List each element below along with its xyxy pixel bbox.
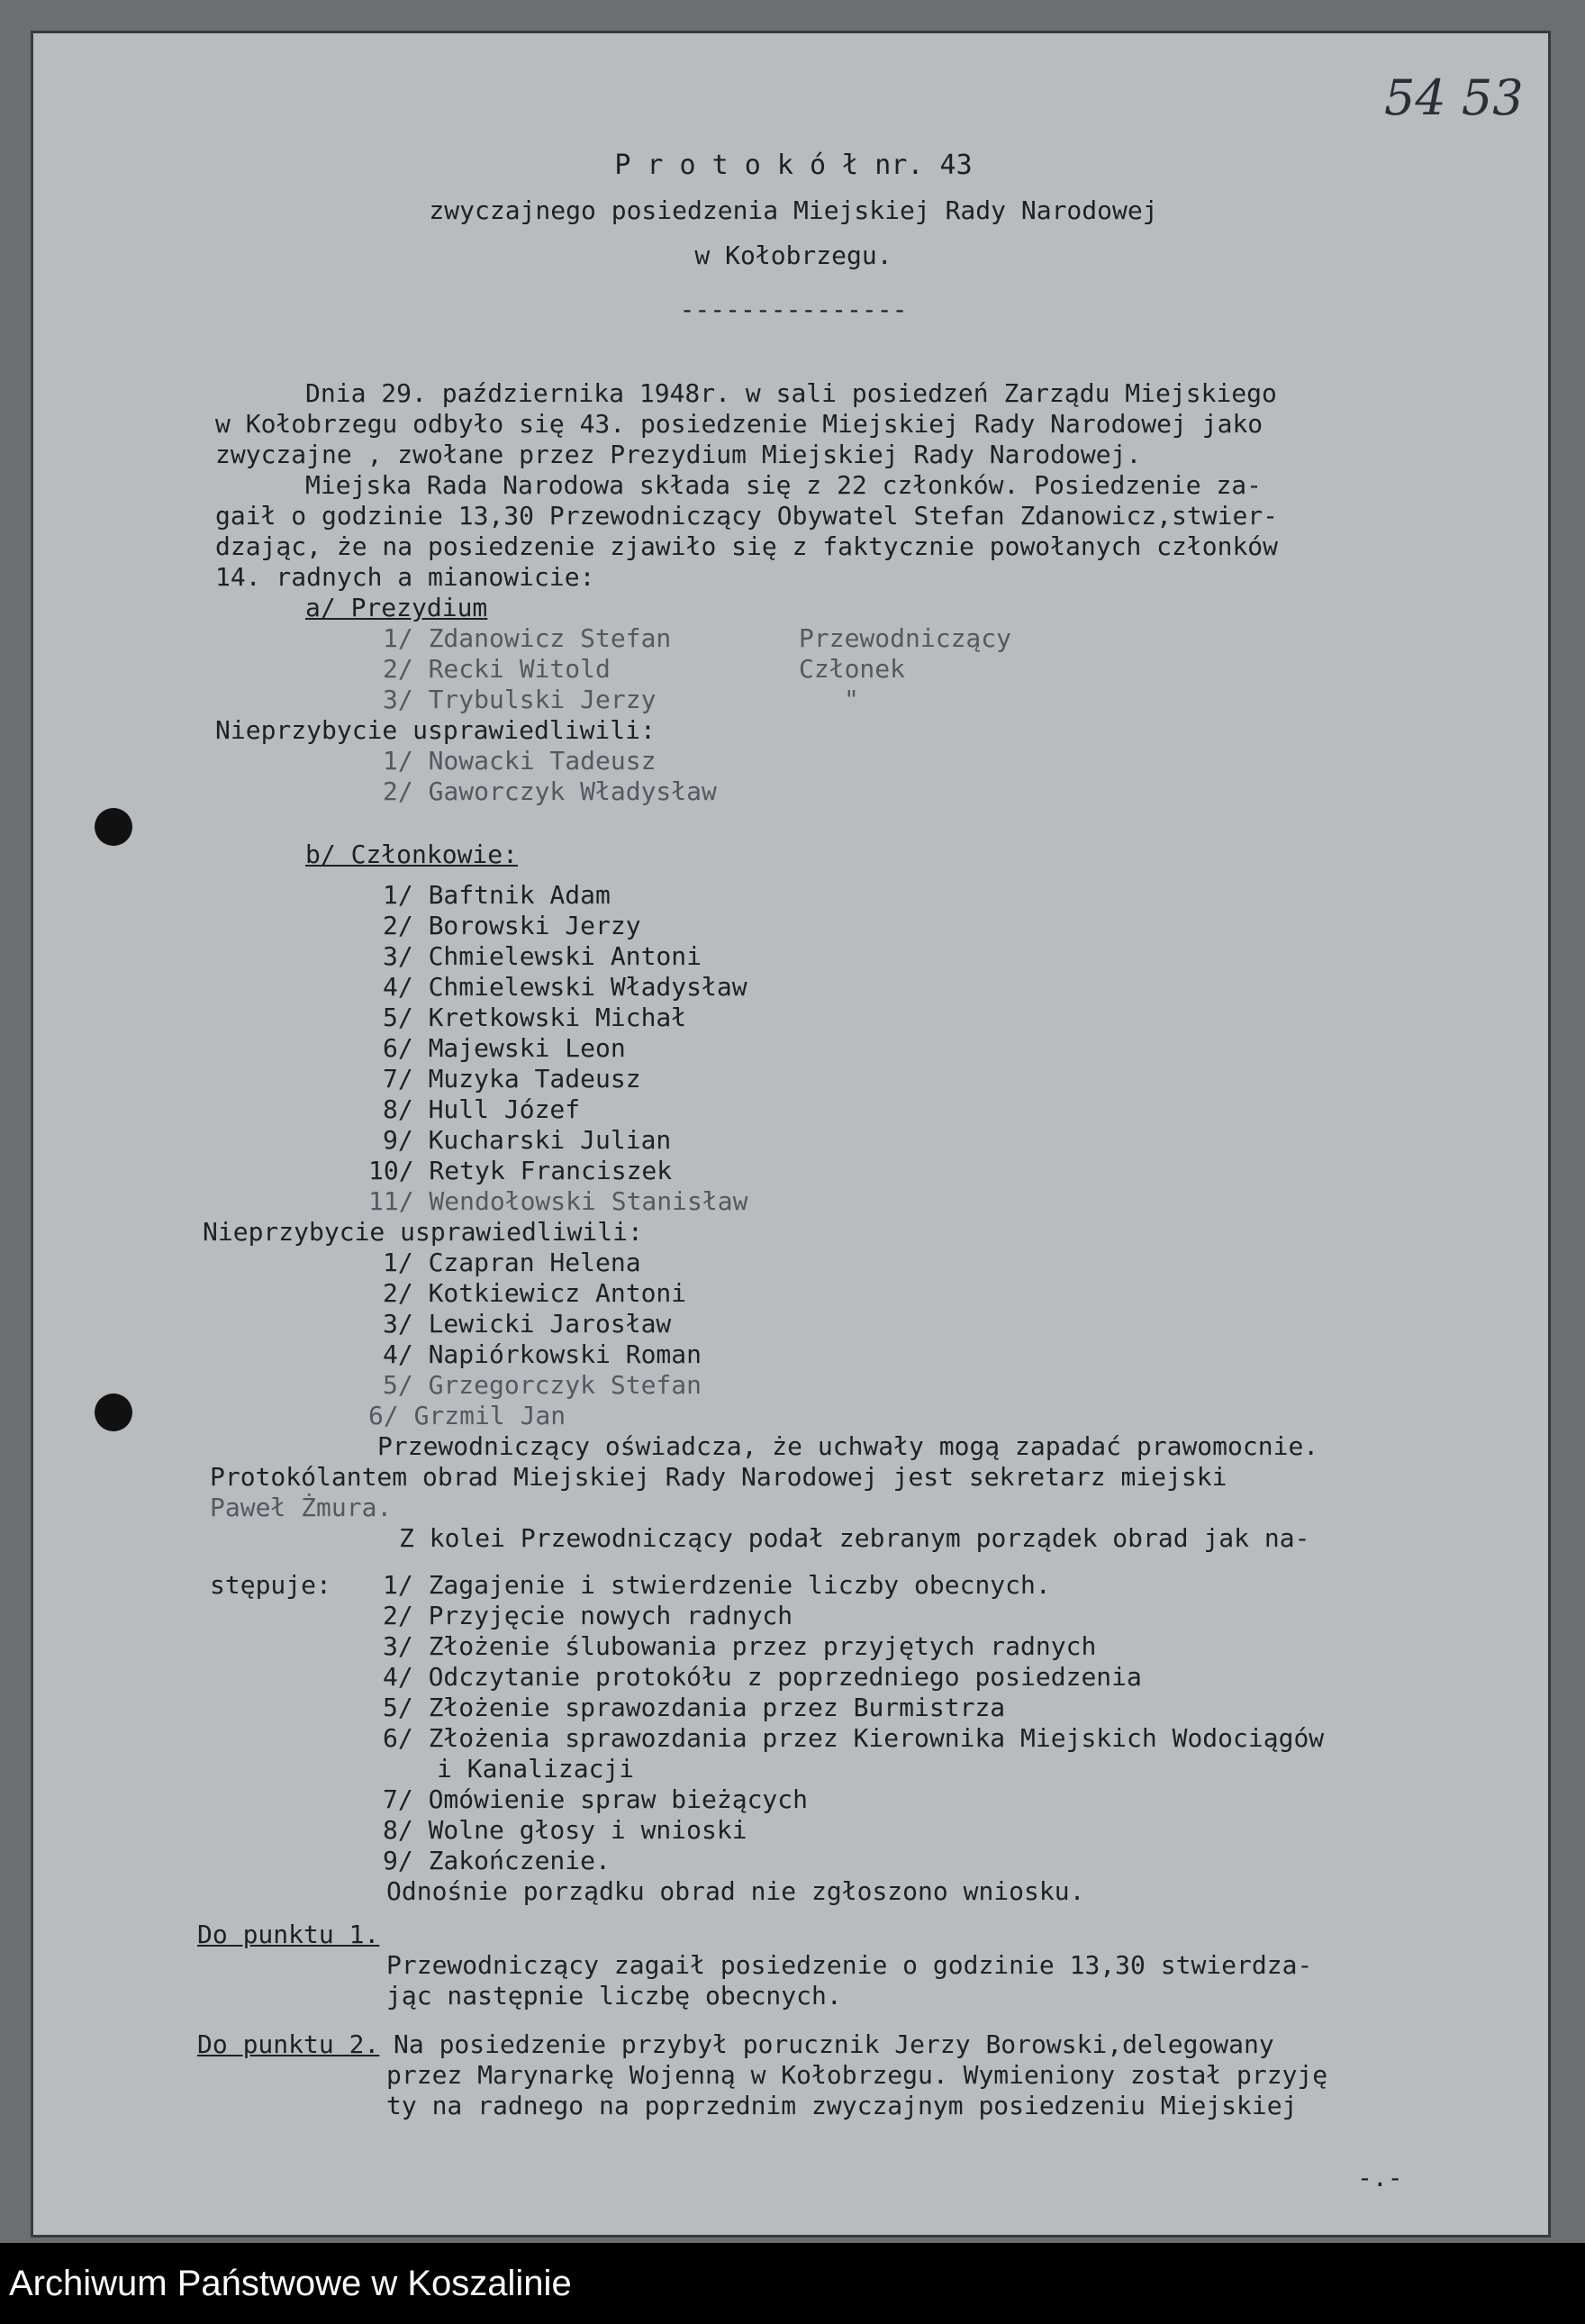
member-3: 3/ Chmielewski Antoni bbox=[383, 941, 702, 971]
document-title: P r o t o k ó ł nr. 43 bbox=[614, 150, 973, 181]
archive-footer: Archiwum Państwowe w Koszalinie bbox=[0, 2243, 1585, 2324]
agenda-item-5: 5/ Złożenie sprawozdania przez Burmistrza bbox=[383, 1693, 1006, 1722]
excused-2-item-2: 2/ Kotkiewicz Antoni bbox=[383, 1278, 687, 1308]
punch-hole-top bbox=[95, 808, 132, 846]
quorum-line-1: Przewodniczący oświadcza, że uchwały mogą zapadać prawomocnie. bbox=[377, 1431, 1319, 1461]
presidium-name-3: 3/ Trybulski Jerzy bbox=[383, 685, 657, 714]
point2-line-2: przez Marynarkę Wojenną w Kołobrzegu. Wymieniony został przyję bbox=[386, 2060, 1328, 2090]
excused-heading-2: Nieprzybycie usprawiedliwili: bbox=[203, 1217, 643, 1247]
punch-hole-bottom bbox=[95, 1393, 132, 1431]
document-sheet bbox=[31, 31, 1551, 2238]
agenda-item-4: 4/ Odczytanie protokółu z poprzedniego posiedzenia bbox=[383, 1662, 1142, 1692]
intro-line-1: Dnia 29. października 1948r. w sali posiedzeń Zarządu Miejskiego bbox=[305, 378, 1277, 408]
intro-line-2: w Kołobrzegu odbyło się 43. posiedzenie Miejskiej Rady Narodowej jako bbox=[215, 409, 1263, 439]
member-1: 1/ Baftnik Adam bbox=[383, 880, 611, 910]
quorum-line-3: Paweł Żmura. bbox=[210, 1493, 393, 1522]
member-8: 8/ Hull Józef bbox=[383, 1094, 581, 1124]
agenda-note: Odnośnie porządku obrad nie zgłoszono wniosku. bbox=[386, 1876, 1085, 1906]
agenda-item-9: 9/ Zakończenie. bbox=[383, 1846, 611, 1875]
presidium-heading: a/ Prezydium bbox=[305, 593, 488, 622]
excused-2-item-5: 5/ Grzegorczyk Stefan bbox=[383, 1370, 702, 1400]
presidium-role-1: Przewodniczący bbox=[799, 623, 1012, 653]
agenda-item-3: 3/ Złożenie ślubowania przez przyjętych radnych bbox=[383, 1631, 1097, 1661]
document-subtitle-2: w Kołobrzegu. bbox=[694, 241, 892, 270]
agenda-item-7: 7/ Omówienie spraw bieżących bbox=[383, 1784, 809, 1814]
member-4: 4/ Chmielewski Władysław bbox=[383, 972, 747, 1002]
page-number: 54 53 bbox=[1384, 69, 1524, 126]
intro-line-4: Miejska Rada Narodowa składa się z 22 członków. Posiedzenie za- bbox=[305, 470, 1263, 500]
presidium-name-2: 2/ Recki Witold bbox=[383, 654, 611, 684]
point1-line-1: Przewodniczący zagaił posiedzenie o godzinie 13,30 stwierdza- bbox=[386, 1950, 1313, 1980]
point2-line-1: Na posiedzenie przybył porucznik Jerzy Borowski,delegowany bbox=[394, 2029, 1274, 2059]
intro-line-6: dzając, że na posiedzenie zjawiło się z faktycznie powołanych członków bbox=[215, 531, 1279, 561]
member-10: 10/ Retyk Franciszek bbox=[368, 1156, 673, 1185]
excused-1-item-1: 1/ Nowacki Tadeusz bbox=[383, 746, 657, 776]
member-7: 7/ Muzyka Tadeusz bbox=[383, 1064, 641, 1094]
member-5: 5/ Kretkowski Michał bbox=[383, 1003, 687, 1032]
presidium-name-1: 1/ Zdanowicz Stefan bbox=[383, 623, 672, 653]
excused-2-item-1: 1/ Czapran Helena bbox=[383, 1248, 641, 1277]
agenda-item-6-cont: i Kanalizacji bbox=[437, 1754, 635, 1784]
agenda-label: stępuje: bbox=[210, 1570, 331, 1600]
members-heading: b/ Członkowie: bbox=[305, 840, 519, 869]
member-9: 9/ Kucharski Julian bbox=[383, 1125, 672, 1155]
agenda-item-6: 6/ Złożenia sprawozdania przez Kierownika Miejskich Wodociągów bbox=[383, 1723, 1325, 1753]
agenda-item-8: 8/ Wolne głosy i wnioski bbox=[383, 1815, 747, 1845]
intro-line-5: gaił o godzinie 13,30 Przewodniczący Obywatel Stefan Zdanowicz,stwier- bbox=[215, 501, 1279, 531]
agenda-item-2: 2/ Przyjęcie nowych radnych bbox=[383, 1601, 793, 1630]
intro-line-7: 14. radnych a mianowicie: bbox=[215, 562, 595, 592]
excused-2-item-3: 3/ Lewicki Jarosław bbox=[383, 1309, 672, 1339]
document-subtitle-1: zwyczajnego posiedzenia Miejskiej Rady Narodowej bbox=[429, 195, 1158, 225]
quorum-line-2: Protokólantem obrad Miejskiej Rady Narodowej jest sekretarz miejski bbox=[210, 1462, 1227, 1492]
presidium-role-2: Członek bbox=[799, 654, 906, 684]
excused-heading-1: Nieprzybycie usprawiedliwili: bbox=[215, 715, 656, 745]
excused-1-item-2: 2/ Gaworczyk Władysław bbox=[383, 776, 717, 806]
point1-heading: Do punktu 1. bbox=[197, 1920, 380, 1949]
point2-line-3: ty na radnego na poprzednim zwyczajnym posiedzeniu Miejskiej bbox=[386, 2091, 1298, 2120]
excused-2-item-4: 4/ Napiórkowski Roman bbox=[383, 1339, 702, 1369]
agenda-item-1: 1/ Zagajenie i stwierdzenie liczby obecnych. bbox=[383, 1570, 1051, 1600]
member-6: 6/ Majewski Leon bbox=[383, 1033, 626, 1063]
intro-line-3: zwyczajne , zwołane przez Prezydium Miejskiej Rady Narodowej. bbox=[215, 440, 1142, 469]
title-separator: --------------- bbox=[679, 295, 908, 324]
point1-line-2: jąc następnie liczbę obecnych. bbox=[386, 1981, 842, 2011]
member-11: 11/ Wendołowski Stanisław bbox=[368, 1186, 748, 1216]
continuation-mark: -.- bbox=[1357, 2163, 1403, 2192]
quorum-line-4: Z kolei Przewodniczący podał zebranym porządek obrad jak na- bbox=[399, 1523, 1310, 1553]
presidium-role-3: " bbox=[844, 685, 859, 714]
point2-heading: Do punktu 2. bbox=[197, 2029, 380, 2059]
member-2: 2/ Borowski Jerzy bbox=[383, 911, 641, 940]
excused-2-item-6: 6/ Grzmil Jan bbox=[368, 1401, 566, 1430]
